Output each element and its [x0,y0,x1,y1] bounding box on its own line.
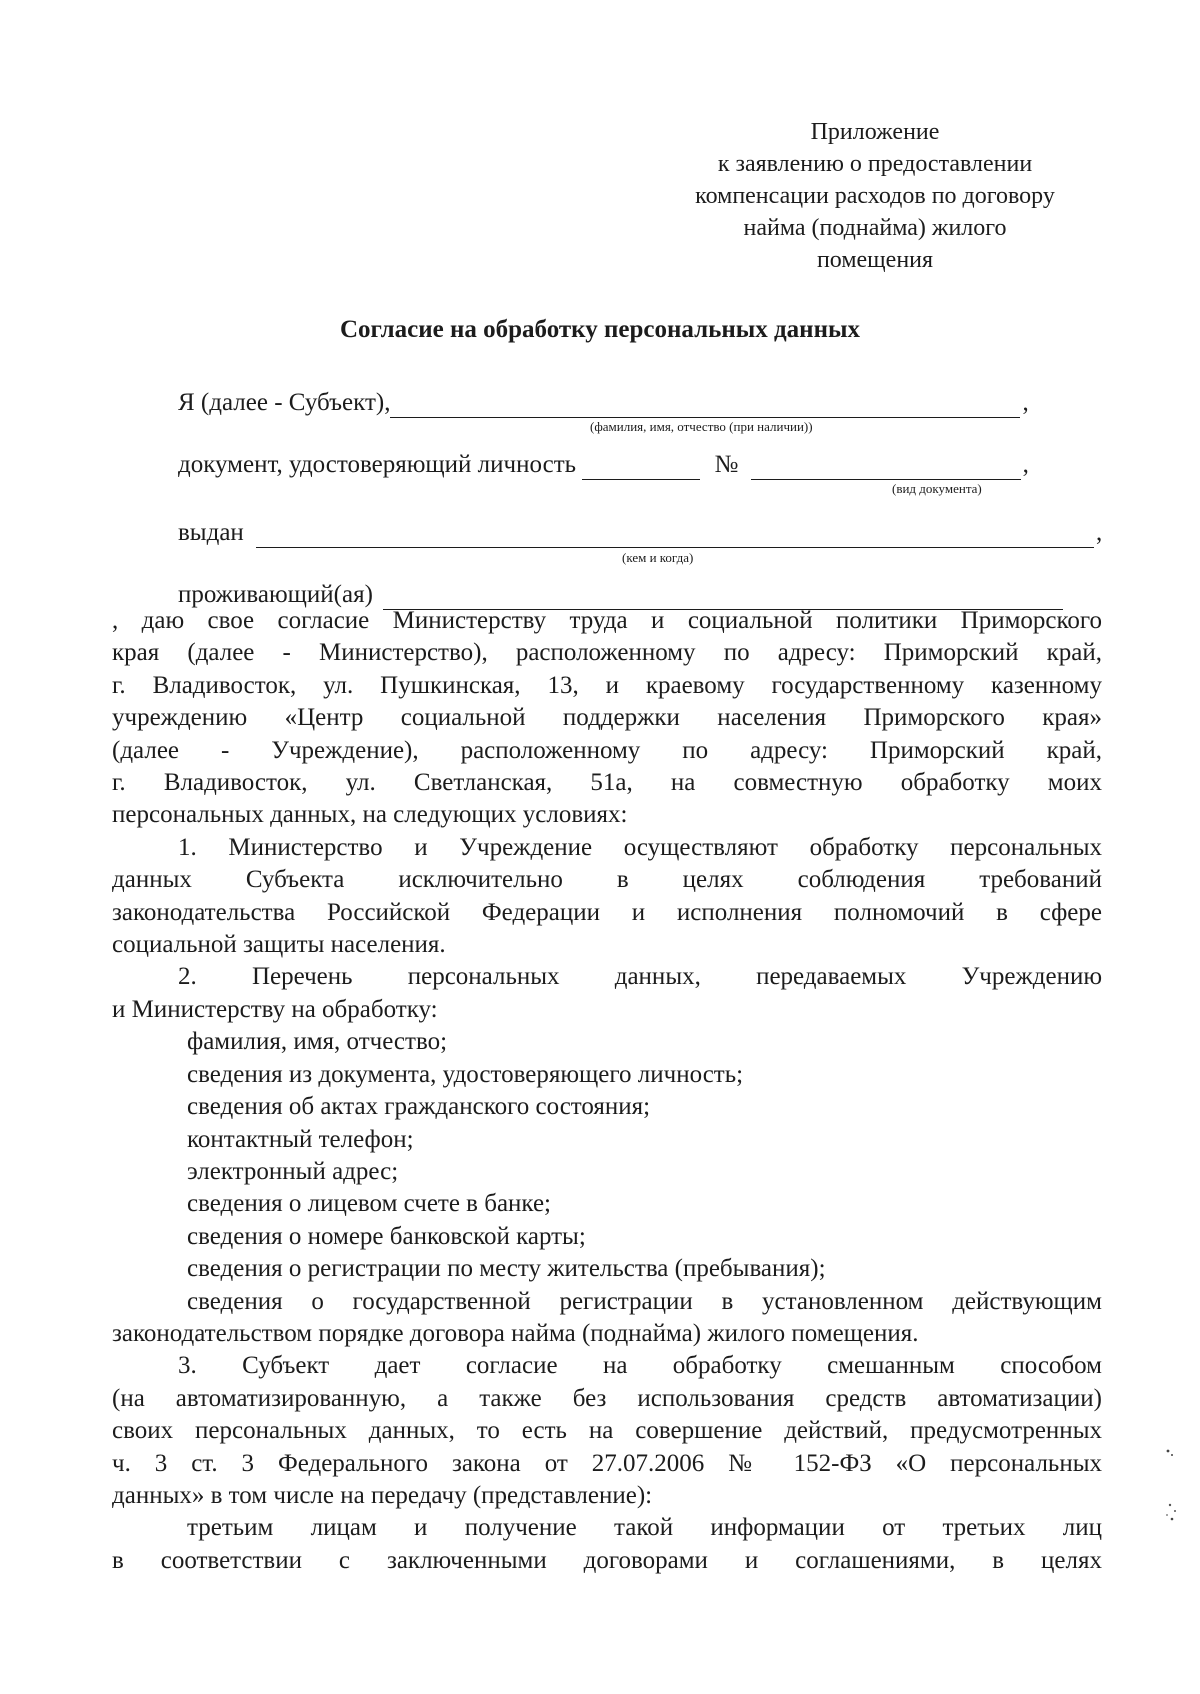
clause-1-line: 1. Министерство и Учреждение осуществляют обработку персональных [178,833,1102,861]
clause-2-line: 2. Перечень персональных данных, передаваемых Учреждению [178,963,1102,991]
body-line: учреждению «Центр социальной поддержки населения Приморского края» [112,704,1102,732]
clause-3-line: (на автоматизированную, а также без использования средств автоматизации) [112,1384,1102,1412]
document-title: Согласие на обработку персональных данных [339,316,860,343]
issued-by-blank[interactable] [256,523,1094,548]
document-number-blank[interactable] [751,455,1021,480]
clause-3-continuation: в соответствии с заключенными договорами и соглашениями, в целях [112,1546,1102,1574]
appendix-line: к заявлению о предоставлении [717,151,1033,177]
scan-specks [1160,1445,1190,1535]
document-hint: (вид документа) [892,481,982,496]
clause-2-line: и Министерству на обработку: [112,995,438,1023]
clause-1-line: данных Субъекта исключительно в целях соблюдения требований [112,866,1102,894]
appendix-line: компенсации расходов по договору [695,183,1055,209]
appendix-line: Приложение [810,119,940,145]
data-list-item: фамилия, имя, отчество; [187,1028,448,1056]
data-list-item: сведения о регистрации по месту жительства (пребывания); [187,1255,826,1283]
body-line: края (далее - Министерство), расположенному по адресу: Приморский край, [112,639,1102,667]
data-list-item: электронный адрес; [187,1157,399,1185]
body-line: персональных данных, на следующих условиях: [112,801,628,829]
subject-hint: (фамилия, имя, отчество (при наличии)) [590,419,813,434]
body-line: , даю свое согласие Министерству труда и социальной политики Приморского [112,607,1102,634]
clause-3-line: ч. 3 ст. 3 Федерального закона от 27.07.2006 № 152-ФЗ «О персональных [112,1449,1102,1477]
clause-1-line: законодательства Российской Федерации и исполнения полномочий в сфере [112,898,1102,926]
clause-1-line: социальной защиты населения. [112,931,446,959]
subject-field-row [178,388,1120,418]
comma: , [1022,451,1029,478]
data-list-item: сведения о лицевом счете в банке; [187,1190,552,1218]
clause-3-continuation: третьим лицам и получение такой информации от третьих лиц [187,1514,1102,1542]
subject-name-blank[interactable] [390,393,1020,418]
issued-label: выдан [178,519,244,546]
issued-field-row [178,518,1120,548]
body-line: г. Владивосток, ул. Пушкинская, 13, и краевому государственному казенному [112,671,1102,699]
subject-label: Я (далее - Субъект), [178,389,391,416]
data-list-item: сведения о государственной регистрации в установленном действующим [187,1287,1102,1315]
data-list-item: сведения из документа, удостоверяющего личность; [187,1060,744,1088]
document-label: документ, удостоверяющий личность [178,451,577,478]
clause-3-line: своих персональных данных, то есть на совершение действий, предусмотренных [112,1417,1102,1445]
number-sign: № [714,451,739,478]
comma: , [1096,519,1103,546]
data-list-item: контактный телефон; [187,1125,414,1153]
data-list-item: сведения об актах гражданского состояния; [187,1093,651,1121]
body-line: г. Владивосток, ул. Светланская, 51а, на совместную обработку моих [112,769,1102,797]
appendix-line: помещения [816,247,934,273]
residing-label: проживающий(ая) [178,581,373,608]
document-type-blank[interactable] [582,455,700,480]
clause-3-line: 3. Субъект дает согласие на обработку смешанным способом [178,1352,1102,1380]
issued-hint: (кем и когда) [622,550,694,565]
data-list-item: сведения о номере банковской карты; [187,1222,586,1250]
data-list-item: законодательством порядке договора найма (поднайма) жилого помещения. [112,1319,919,1347]
appendix-line: найма (поднайма) жилого [743,215,1007,241]
document-field-row [178,450,1120,480]
body-line: (далее - Учреждение), расположенному по адресу: Приморский край, [112,736,1102,764]
clause-3-line: данных» в том числе на передачу (представление): [112,1481,653,1509]
appendix-header [630,116,1120,276]
consent-body [112,605,1102,1577]
comma: , [1022,389,1029,416]
